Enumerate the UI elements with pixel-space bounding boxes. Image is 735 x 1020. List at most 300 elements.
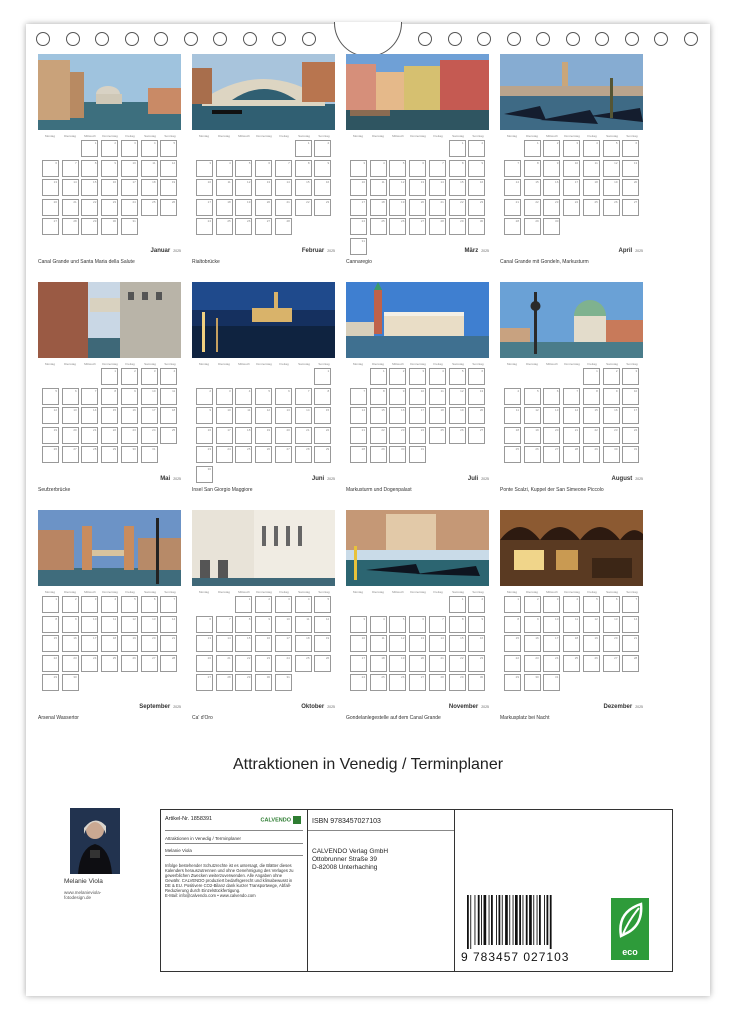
day-cell[interactable]: 9 (468, 616, 485, 633)
day-cell[interactable]: 2 (314, 140, 331, 157)
day-cell[interactable]: 11 (504, 407, 521, 424)
day-cell[interactable]: 21 (81, 427, 98, 444)
day-cell[interactable]: 17 (121, 179, 138, 196)
day-cell[interactable]: 23 (255, 655, 272, 672)
day-cell[interactable]: 13 (543, 407, 560, 424)
day-cell[interactable]: 29 (449, 218, 466, 235)
day-cell[interactable]: 12 (314, 616, 331, 633)
day-cell[interactable]: 1 (370, 368, 387, 385)
day-cell[interactable]: 6 (409, 616, 426, 633)
day-cell[interactable]: 16 (524, 635, 541, 652)
day-cell[interactable]: 30 (62, 674, 79, 691)
day-cell[interactable]: 17 (81, 635, 98, 652)
day-cell[interactable]: 20 (603, 635, 620, 652)
day-cell[interactable]: 22 (42, 655, 59, 672)
day-cell[interactable]: 24 (216, 446, 233, 463)
day-cell[interactable]: 28 (62, 218, 79, 235)
day-cell[interactable]: 12 (255, 407, 272, 424)
day-cell[interactable]: 24 (543, 655, 560, 672)
day-cell[interactable]: 3 (141, 368, 158, 385)
day-cell[interactable]: 19 (314, 635, 331, 652)
day-cell[interactable]: 14 (350, 407, 367, 424)
day-cell[interactable]: 27 (255, 218, 272, 235)
day-cell[interactable]: 12 (524, 407, 541, 424)
day-cell[interactable]: 22 (295, 199, 312, 216)
day-cell[interactable]: 7 (350, 388, 367, 405)
day-cell[interactable]: 1 (295, 140, 312, 157)
day-cell[interactable]: 15 (42, 635, 59, 652)
day-cell[interactable]: 23 (101, 199, 118, 216)
day-cell[interactable]: 27 (42, 218, 59, 235)
day-cell[interactable]: 10 (121, 160, 138, 177)
day-cell[interactable]: 16 (468, 635, 485, 652)
day-cell[interactable]: 11 (141, 160, 158, 177)
day-cell[interactable]: 26 (389, 674, 406, 691)
day-cell[interactable]: 1 (314, 368, 331, 385)
day-cell[interactable]: 8 (101, 388, 118, 405)
day-cell[interactable]: 4 (429, 368, 446, 385)
day-cell[interactable]: 8 (504, 616, 521, 633)
day-cell[interactable]: 22 (101, 427, 118, 444)
day-cell[interactable]: 6 (543, 388, 560, 405)
day-cell[interactable]: 8 (583, 388, 600, 405)
day-cell[interactable]: 23 (314, 199, 331, 216)
day-cell[interactable]: 22 (449, 655, 466, 672)
day-cell[interactable]: 9 (121, 388, 138, 405)
day-cell[interactable]: 15 (504, 635, 521, 652)
day-cell[interactable]: 4 (563, 596, 580, 613)
day-cell[interactable]: 31 (141, 446, 158, 463)
day-cell[interactable]: 8 (370, 388, 387, 405)
day-cell[interactable]: 7 (81, 388, 98, 405)
day-cell[interactable]: 3 (196, 160, 213, 177)
day-cell[interactable]: 20 (196, 655, 213, 672)
day-cell[interactable]: 1 (524, 140, 541, 157)
day-cell[interactable]: 6 (196, 616, 213, 633)
day-cell[interactable]: 12 (235, 179, 252, 196)
day-cell[interactable]: 28 (350, 446, 367, 463)
day-cell[interactable]: 10 (409, 388, 426, 405)
day-cell[interactable]: 3 (622, 368, 639, 385)
day-cell[interactable]: 3 (350, 616, 367, 633)
day-cell[interactable]: 10 (81, 616, 98, 633)
day-cell[interactable]: 14 (160, 616, 177, 633)
day-cell[interactable]: 6 (275, 388, 292, 405)
day-cell[interactable]: 16 (255, 635, 272, 652)
day-cell[interactable]: 5 (42, 388, 59, 405)
day-cell[interactable]: 10 (563, 160, 580, 177)
day-cell[interactable]: 17 (350, 655, 367, 672)
day-cell[interactable]: 31 (350, 238, 367, 255)
day-cell[interactable]: 19 (255, 427, 272, 444)
day-cell[interactable]: 11 (429, 388, 446, 405)
day-cell[interactable]: 2 (468, 596, 485, 613)
day-cell[interactable]: 25 (101, 655, 118, 672)
day-cell[interactable]: 18 (101, 635, 118, 652)
day-cell[interactable]: 21 (429, 199, 446, 216)
day-cell[interactable]: 13 (42, 179, 59, 196)
day-cell[interactable]: 5 (389, 160, 406, 177)
day-cell[interactable]: 9 (524, 616, 541, 633)
day-cell[interactable]: 8 (81, 160, 98, 177)
day-cell[interactable]: 10 (350, 635, 367, 652)
day-cell[interactable]: 12 (389, 635, 406, 652)
day-cell[interactable]: 21 (216, 655, 233, 672)
day-cell[interactable]: 25 (370, 674, 387, 691)
day-cell[interactable]: 10 (622, 388, 639, 405)
day-cell[interactable]: 26 (42, 446, 59, 463)
day-cell[interactable]: 19 (235, 199, 252, 216)
day-cell[interactable]: 7 (429, 616, 446, 633)
day-cell[interactable]: 12 (160, 160, 177, 177)
day-cell[interactable]: 23 (543, 199, 560, 216)
day-cell[interactable]: 11 (295, 616, 312, 633)
day-cell[interactable]: 28 (216, 674, 233, 691)
day-cell[interactable]: 25 (583, 199, 600, 216)
day-cell[interactable]: 5 (255, 388, 272, 405)
day-cell[interactable]: 14 (216, 635, 233, 652)
day-cell[interactable]: 16 (101, 179, 118, 196)
day-cell[interactable]: 23 (524, 655, 541, 672)
day-cell[interactable]: 6 (603, 596, 620, 613)
day-cell[interactable]: 22 (583, 427, 600, 444)
day-cell[interactable]: 23 (196, 446, 213, 463)
day-cell[interactable]: 21 (563, 427, 580, 444)
day-cell[interactable]: 6 (42, 160, 59, 177)
day-cell[interactable]: 14 (275, 179, 292, 196)
day-cell[interactable]: 25 (370, 218, 387, 235)
day-cell[interactable]: 29 (235, 674, 252, 691)
day-cell[interactable]: 24 (275, 655, 292, 672)
day-cell[interactable]: 11 (235, 407, 252, 424)
day-cell[interactable]: 18 (216, 199, 233, 216)
day-cell[interactable]: 31 (409, 446, 426, 463)
day-cell[interactable]: 10 (275, 616, 292, 633)
day-cell[interactable]: 20 (409, 655, 426, 672)
day-cell[interactable]: 30 (524, 674, 541, 691)
day-cell[interactable]: 23 (389, 427, 406, 444)
day-cell[interactable]: 18 (235, 427, 252, 444)
day-cell[interactable]: 22 (370, 427, 387, 444)
day-cell[interactable]: 21 (350, 427, 367, 444)
day-cell[interactable]: 19 (524, 427, 541, 444)
day-cell[interactable]: 3 (81, 596, 98, 613)
day-cell[interactable]: 20 (622, 179, 639, 196)
day-cell[interactable]: 7 (216, 616, 233, 633)
day-cell[interactable]: 23 (62, 655, 79, 672)
day-cell[interactable]: 17 (216, 427, 233, 444)
day-cell[interactable]: 6 (255, 160, 272, 177)
day-cell[interactable]: 24 (121, 199, 138, 216)
day-cell[interactable]: 24 (141, 427, 158, 444)
day-cell[interactable]: 1 (449, 596, 466, 613)
day-cell[interactable]: 28 (622, 655, 639, 672)
day-cell[interactable]: 2 (389, 368, 406, 385)
day-cell[interactable]: 21 (429, 655, 446, 672)
day-cell[interactable]: 14 (429, 635, 446, 652)
day-cell[interactable]: 19 (389, 199, 406, 216)
day-cell[interactable]: 24 (81, 655, 98, 672)
day-cell[interactable]: 13 (255, 179, 272, 196)
day-cell[interactable]: 26 (235, 218, 252, 235)
day-cell[interactable]: 19 (449, 407, 466, 424)
day-cell[interactable]: 6 (468, 368, 485, 385)
day-cell[interactable]: 15 (81, 179, 98, 196)
day-cell[interactable]: 28 (275, 218, 292, 235)
day-cell[interactable]: 15 (314, 407, 331, 424)
day-cell[interactable]: 16 (62, 635, 79, 652)
day-cell[interactable]: 27 (141, 655, 158, 672)
day-cell[interactable]: 26 (524, 446, 541, 463)
day-cell[interactable]: 11 (160, 388, 177, 405)
day-cell[interactable]: 29 (314, 446, 331, 463)
day-cell[interactable]: 30 (196, 466, 213, 483)
day-cell[interactable]: 20 (42, 199, 59, 216)
day-cell[interactable]: 19 (583, 635, 600, 652)
day-cell[interactable]: 3 (563, 140, 580, 157)
day-cell[interactable]: 13 (603, 616, 620, 633)
day-cell[interactable]: 10 (543, 616, 560, 633)
day-cell[interactable]: 7 (62, 160, 79, 177)
day-cell[interactable]: 13 (275, 407, 292, 424)
day-cell[interactable]: 27 (409, 218, 426, 235)
day-cell[interactable]: 14 (81, 407, 98, 424)
day-cell[interactable]: 22 (504, 655, 521, 672)
day-cell[interactable]: 26 (583, 655, 600, 672)
day-cell[interactable]: 12 (583, 616, 600, 633)
day-cell[interactable]: 8 (449, 616, 466, 633)
day-cell[interactable]: 25 (295, 655, 312, 672)
day-cell[interactable]: 9 (101, 160, 118, 177)
day-cell[interactable]: 1 (81, 140, 98, 157)
day-cell[interactable]: 23 (603, 427, 620, 444)
day-cell[interactable]: 24 (622, 427, 639, 444)
day-cell[interactable]: 5 (160, 140, 177, 157)
day-cell[interactable]: 3 (350, 160, 367, 177)
day-cell[interactable]: 4 (101, 596, 118, 613)
day-cell[interactable]: 30 (389, 446, 406, 463)
day-cell[interactable]: 12 (121, 616, 138, 633)
day-cell[interactable]: 30 (468, 218, 485, 235)
day-cell[interactable]: 5 (603, 140, 620, 157)
day-cell[interactable]: 27 (543, 446, 560, 463)
day-cell[interactable]: 2 (121, 368, 138, 385)
day-cell[interactable]: 12 (449, 388, 466, 405)
day-cell[interactable]: 30 (468, 674, 485, 691)
day-cell[interactable]: 13 (196, 635, 213, 652)
day-cell[interactable]: 9 (389, 388, 406, 405)
day-cell[interactable]: 14 (622, 616, 639, 633)
day-cell[interactable]: 28 (81, 446, 98, 463)
day-cell[interactable]: 2 (543, 140, 560, 157)
day-cell[interactable]: 28 (295, 446, 312, 463)
day-cell[interactable]: 26 (389, 218, 406, 235)
day-cell[interactable]: 28 (429, 218, 446, 235)
day-cell[interactable]: 24 (350, 218, 367, 235)
day-cell[interactable]: 20 (409, 199, 426, 216)
day-cell[interactable]: 27 (196, 674, 213, 691)
day-cell[interactable]: 18 (295, 635, 312, 652)
day-cell[interactable]: 11 (563, 616, 580, 633)
day-cell[interactable]: 13 (62, 407, 79, 424)
day-cell[interactable]: 4 (160, 368, 177, 385)
day-cell[interactable]: 19 (42, 427, 59, 444)
day-cell[interactable]: 16 (603, 407, 620, 424)
day-cell[interactable]: 8 (42, 616, 59, 633)
day-cell[interactable]: 29 (449, 674, 466, 691)
day-cell[interactable]: 21 (62, 199, 79, 216)
day-cell[interactable]: 20 (255, 199, 272, 216)
day-cell[interactable]: 21 (504, 199, 521, 216)
day-cell[interactable]: 18 (370, 655, 387, 672)
day-cell[interactable]: 29 (42, 674, 59, 691)
day-cell[interactable]: 26 (121, 655, 138, 672)
day-cell[interactable]: 4 (235, 388, 252, 405)
day-cell[interactable]: 6 (409, 160, 426, 177)
day-cell[interactable]: 2 (603, 368, 620, 385)
day-cell[interactable]: 17 (196, 199, 213, 216)
day-cell[interactable]: 18 (370, 199, 387, 216)
day-cell[interactable]: 26 (314, 655, 331, 672)
day-cell[interactable]: 15 (524, 179, 541, 196)
day-cell[interactable]: 18 (504, 427, 521, 444)
day-cell[interactable]: 23 (468, 199, 485, 216)
day-cell[interactable]: 21 (622, 635, 639, 652)
day-cell[interactable]: 2 (255, 596, 272, 613)
day-cell[interactable]: 9 (603, 388, 620, 405)
day-cell[interactable]: 21 (295, 427, 312, 444)
day-cell[interactable]: 2 (524, 596, 541, 613)
day-cell[interactable]: 16 (196, 427, 213, 444)
day-cell[interactable]: 13 (409, 635, 426, 652)
day-cell[interactable]: 5 (449, 368, 466, 385)
day-cell[interactable]: 29 (370, 446, 387, 463)
day-cell[interactable]: 26 (449, 427, 466, 444)
day-cell[interactable]: 3 (216, 388, 233, 405)
day-cell[interactable]: 4 (504, 388, 521, 405)
day-cell[interactable]: 30 (603, 446, 620, 463)
day-cell[interactable]: 4 (370, 160, 387, 177)
day-cell[interactable]: 30 (121, 446, 138, 463)
day-cell[interactable]: 16 (389, 407, 406, 424)
day-cell[interactable]: 1 (504, 596, 521, 613)
day-cell[interactable]: 1 (101, 368, 118, 385)
day-cell[interactable]: 15 (449, 179, 466, 196)
day-cell[interactable]: 29 (504, 674, 521, 691)
day-cell[interactable]: 20 (275, 427, 292, 444)
day-cell[interactable]: 28 (504, 218, 521, 235)
day-cell[interactable]: 9 (62, 616, 79, 633)
day-cell[interactable]: 25 (160, 427, 177, 444)
day-cell[interactable]: 9 (196, 407, 213, 424)
day-cell[interactable]: 25 (504, 446, 521, 463)
day-cell[interactable]: 17 (543, 635, 560, 652)
day-cell[interactable]: 16 (543, 179, 560, 196)
day-cell[interactable]: 18 (429, 407, 446, 424)
day-cell[interactable]: 2 (101, 140, 118, 157)
day-cell[interactable]: 12 (42, 407, 59, 424)
day-cell[interactable]: 9 (314, 160, 331, 177)
day-cell[interactable]: 11 (583, 160, 600, 177)
day-cell[interactable]: 25 (216, 218, 233, 235)
day-cell[interactable]: 15 (370, 407, 387, 424)
day-cell[interactable]: 17 (275, 635, 292, 652)
day-cell[interactable]: 27 (62, 446, 79, 463)
day-cell[interactable]: 22 (524, 199, 541, 216)
day-cell[interactable]: 28 (563, 446, 580, 463)
day-cell[interactable]: 19 (603, 179, 620, 196)
day-cell[interactable]: 6 (141, 596, 158, 613)
day-cell[interactable]: 2 (196, 388, 213, 405)
day-cell[interactable]: 15 (295, 179, 312, 196)
day-cell[interactable]: 23 (468, 655, 485, 672)
day-cell[interactable]: 29 (81, 218, 98, 235)
day-cell[interactable]: 27 (409, 674, 426, 691)
day-cell[interactable]: 14 (563, 407, 580, 424)
day-cell[interactable]: 11 (370, 635, 387, 652)
day-cell[interactable]: 31 (622, 446, 639, 463)
day-cell[interactable]: 29 (524, 218, 541, 235)
day-cell[interactable]: 29 (101, 446, 118, 463)
day-cell[interactable]: 11 (101, 616, 118, 633)
day-cell[interactable]: 5 (235, 160, 252, 177)
day-cell[interactable]: 30 (543, 218, 560, 235)
day-cell[interactable]: 16 (314, 179, 331, 196)
day-cell[interactable]: 7 (429, 160, 446, 177)
day-cell[interactable]: 21 (275, 199, 292, 216)
day-cell[interactable]: 24 (350, 674, 367, 691)
day-cell[interactable]: 16 (121, 407, 138, 424)
day-cell[interactable]: 22 (235, 655, 252, 672)
day-cell[interactable]: 31 (121, 218, 138, 235)
day-cell[interactable]: 18 (141, 179, 158, 196)
day-cell[interactable]: 6 (62, 388, 79, 405)
day-cell[interactable]: 3 (409, 368, 426, 385)
day-cell[interactable]: 7 (275, 160, 292, 177)
day-cell[interactable]: 16 (468, 179, 485, 196)
day-cell[interactable]: 19 (160, 179, 177, 196)
day-cell[interactable]: 8 (235, 616, 252, 633)
day-cell[interactable]: 10 (196, 179, 213, 196)
day-cell[interactable]: 5 (583, 596, 600, 613)
day-cell[interactable]: 8 (449, 160, 466, 177)
day-cell[interactable]: 19 (121, 635, 138, 652)
day-cell[interactable]: 29 (583, 446, 600, 463)
day-cell[interactable]: 14 (295, 407, 312, 424)
day-cell[interactable]: 5 (314, 596, 331, 613)
day-cell[interactable]: 6 (622, 140, 639, 157)
day-cell[interactable]: 13 (141, 616, 158, 633)
day-cell[interactable]: 8 (524, 160, 541, 177)
day-cell[interactable]: 11 (370, 179, 387, 196)
day-cell[interactable]: 13 (468, 388, 485, 405)
day-cell[interactable]: 11 (216, 179, 233, 196)
day-cell[interactable]: 19 (389, 655, 406, 672)
day-cell[interactable]: 13 (622, 160, 639, 177)
day-cell[interactable]: 20 (62, 427, 79, 444)
day-cell[interactable]: 1 (235, 596, 252, 613)
day-cell[interactable]: 15 (449, 635, 466, 652)
day-cell[interactable]: 17 (409, 407, 426, 424)
day-cell[interactable]: 9 (543, 160, 560, 177)
day-cell[interactable]: 27 (468, 427, 485, 444)
day-cell[interactable]: 14 (504, 179, 521, 196)
day-cell[interactable]: 23 (121, 427, 138, 444)
day-cell[interactable]: 28 (160, 655, 177, 672)
day-cell[interactable]: 3 (121, 140, 138, 157)
day-cell[interactable]: 10 (350, 179, 367, 196)
day-cell[interactable]: 3 (275, 596, 292, 613)
